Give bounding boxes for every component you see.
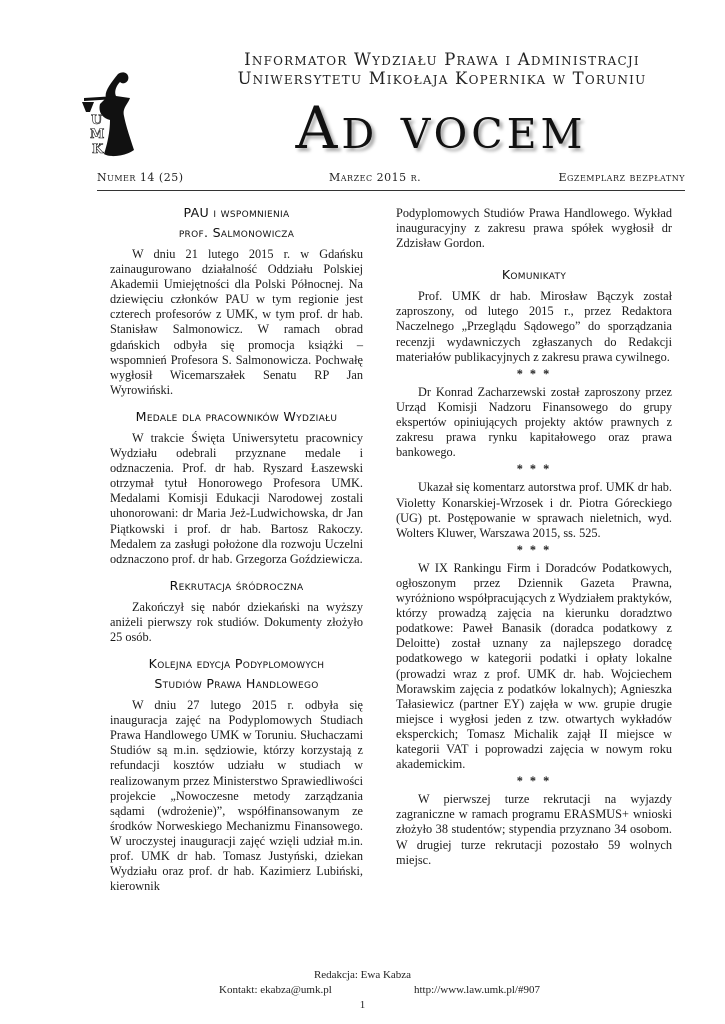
- footer-url-link[interactable]: http://www.law.umk.pl/#907: [414, 984, 540, 996]
- separator: * * *: [516, 366, 552, 381]
- announcement-item: W pierwszej turze rekrutacji na wyjazdy zagraniczne w ramach programu ERASMUS+ wnioski złożyło 38 studentów; stypendia przyznano 34 osobom. W drugiej turze rekrutacji pozostało 59 wolnych miejsc.: [396, 792, 672, 867]
- article-continuation: Podyplomowych Studiów Prawa Handlowego. Wykład inauguracyjny z zakresu prawa spółek wygłosił dr Zdzisław Gordon.: [396, 206, 672, 251]
- masthead: [0, 0, 725, 195]
- header-line-faculty: Informator Wydziału Prawa i Administracji: [244, 50, 640, 69]
- header-divider: [97, 190, 685, 191]
- free-copy-note: Egzemplarz bezpłatny: [558, 171, 685, 184]
- article-pau: [110, 203, 363, 398]
- announcements-heading: Komunikaty: [501, 267, 567, 283]
- article-heading: Kolejna edycja Podyplomowych: [148, 656, 325, 672]
- article-heading: Medale dla pracowników Wydziału: [135, 408, 338, 424]
- issue-number: Numer 14 (25): [97, 171, 184, 184]
- announcement-item: Prof. UMK dr hab. Mirosław Bączyk został zaproszony, od lutego 2015 r., przez Redaktora Naczelnego „Przeglądu Sądowego” do sporządzania recenzji wydawniczych zgłaszanych do Redakcji materiałów publikacyjnych z zakresu prawa cywilnego.: [396, 289, 672, 364]
- article-recruitment: [110, 576, 363, 645]
- separator: * * *: [516, 462, 552, 477]
- article-medals: [110, 407, 363, 567]
- article-paragraph: W trakcie Święta Uniwersytetu pracownicy Wydziału odebrali przyznane medale i odznaczenia. Prof. dr hab. Ryszard Łaszewski otrzymał tytuł Honorowego Profesora UMK. Medalami Komisji Edukacji Narodowej zostali uhonorowani: dr Maria Jeż-Ludwichowska, dr Jan Piątkowski i prof. dr hab. Bartosz Rakoczy. Medalem za zasługi położone dla rozwoju Uczelni odznaczono prof. dr hab. Grzegorza Goździewicza.: [110, 430, 363, 566]
- article-paragraph: Zakończył się nabór dziekański na wyższy aniżeli pierwszy rok studiów. Dokumenty złożyło 25 osób.: [110, 599, 363, 644]
- issue-bar: [97, 171, 685, 187]
- article-postgraduate: [110, 654, 363, 894]
- separator: * * *: [516, 774, 552, 789]
- newsletter-title: Ad vocem: [295, 94, 587, 162]
- right-column: [396, 206, 672, 868]
- article-paragraph: W dniu 27 lutego 2015 r. odbyła się inauguracja zajęć na Podyplomowych Studiach Prawa Handlowego UMK w Toruniu. Słuchaczami Studiów są m.in. sędziowie, którzy korzystają z refundacji kosztów udziału w studiach w realizowanym przez Ministerstwo Sprawiedliwości projekcie „Nowoczesne metody zarządzania sądami (wdrożenie)”, współfinansowanym ze środków Norweskiego Mechanizmu Finansowego. W uroczystej inauguracji zajęć wzięli udział m.in. prof. UMK dr hab. Tomasz Justyński, dziekan Wydziału oraz prof. dr hab. Kazimierz Lubiński, kierownik: [110, 698, 363, 894]
- left-column: [110, 203, 363, 903]
- article-heading: PAU i wspomnienia: [183, 205, 290, 220]
- page-number: 1: [359, 999, 366, 1011]
- logo-letter-k: K: [92, 142, 104, 157]
- article-heading: Rekrutacja śródroczna: [169, 577, 304, 593]
- footer-editor: Redakcja: Ewa Kabza: [313, 969, 412, 981]
- separator: * * *: [516, 542, 552, 557]
- logo-letter-m: M: [90, 127, 105, 142]
- header-line-university: Uniwersytetu Mikołaja Kopernika w Toruniu: [237, 69, 647, 88]
- announcement-item: W IX Rankingu Firm i Doradców Podatkowych, ogłoszonym przez Dziennik Gazeta Prawna, wyróżniono współpracujących z Wydziałem praktyków, którzy prowadzą zajęcia na kierunku doradztwo podatkowe: Paweł Banasik (doradca podatkowy z Deloitte) został uznany za najlepszego doradcę podatkowego w kategorii podatki i opłaty lokalne (prowadzi wraz z prof. UMK dr. hab. Wojciechem Morawskim zajęcia z podatków lokalnych); Agnieszka Tałasiewicz (partner EY) zajęła w ww. grupie drugie miejsce i wygłosi jeden z tzw. otwartych wykładów eksperckich; Tomasz Michalik zajął II miejsce w kategorii VAT i poprowadzi zajęcia w nowym roku akademickim.: [396, 560, 672, 772]
- announcement-item: Ukazał się komentarz autorstwa prof. UMK dr hab. Violetty Konarskiej-Wrzosek i dr. Piotra Góreckiego (UG) pt. Postępowanie w sprawach nieletnich, wyd. Wolters Kluwer, Warszawa 2015, ss. 525.: [396, 480, 672, 540]
- article-heading: prof. Salmonowicza: [178, 225, 295, 240]
- footer-contact-email[interactable]: Kontakt: ekabza@umk.pl: [219, 984, 332, 996]
- issue-date: Marzec 2015 r.: [329, 171, 422, 184]
- logo-letter-u: U: [91, 113, 103, 128]
- umk-figure-logo-icon: [80, 68, 160, 160]
- announcement-item: Dr Konrad Zacharzewski został zaproszony przez Urząd Komisji Nadzoru Finansowego do grupy ekspertów opiniujących projekty aktów prawnych z zakresu prawa rynku kapitałowego oraz prawa bankowego.: [396, 384, 672, 460]
- article-paragraph: W dniu 21 lutego 2015 r. w Gdańsku zainaugurowano działalność Oddziału Polskiej Akademii Umiejętności dla Polski Północnej. Na dziewięciu członków PAU w tym regionie jest czterech profesorów z UMK, w tym prof. dr hab. Stanisław Salmonowicz. W ramach obrad gdańskich odbyła się promocja książki – wspomnień Profesora S. Salmonowicza. Pochwałę wygłosił Wicemarszałek Senatu RP Jan Wyrowiński.: [110, 247, 363, 397]
- article-heading: Studiów Prawa Handlowego: [154, 676, 319, 692]
